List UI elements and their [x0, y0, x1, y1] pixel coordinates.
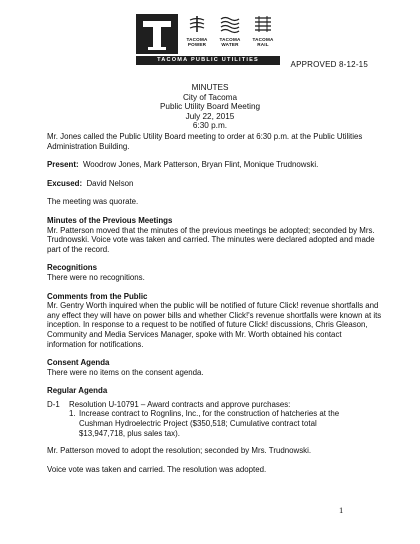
section-text: Mr. Patterson moved that the minutes of the previous meetings be adopted; seconded by Mrs. Trudnowski. Voice vote was taken and carried. The minutes were declared adopted and made part of the record. — [47, 225, 375, 254]
subitem-number: 1. — [69, 409, 76, 419]
tacoma-public-utilities-logo — [136, 14, 280, 66]
quorum-text: The meeting was quorate. — [47, 197, 139, 207]
section-comments — [47, 292, 382, 350]
section-recognitions — [47, 263, 382, 282]
rail-label: TACOMA RAIL — [252, 37, 274, 48]
agenda-item-text: Resolution U-10791 – Award contracts and approve purchases: — [69, 399, 291, 409]
attendance — [47, 160, 382, 188]
utility-units — [182, 14, 280, 54]
water-waves-icon — [220, 14, 240, 34]
section-heading: Comments from the Public — [47, 291, 148, 301]
water-label: TACOMA WATER — [219, 37, 241, 48]
section-regular — [47, 386, 382, 474]
section-text: Mr. Gentry Worth inquired when the public will be notified of future Click! revenue shortfalls and any effect they will have on power bills and whether Click!'s revenue shortfalls were known at its inception. In response to a request to be notified of future Click! discussions, Chris Gleason, Community and Media Services Manager, spoke with Mr. Worth obtained his contact information for notifications. — [47, 301, 382, 349]
header-title: MINUTES — [191, 83, 229, 92]
section-minutes — [47, 216, 382, 254]
section-consent — [47, 358, 382, 377]
water-unit — [215, 14, 245, 54]
minutes-body — [47, 132, 382, 483]
excused-row — [47, 179, 382, 189]
present-names: Woodrow Jones, Mark Patterson, Bryan Flint, Monique Trudnowski. — [82, 160, 319, 170]
power-unit — [182, 14, 212, 54]
logo-banner: TACOMA PUBLIC UTILITIES — [136, 56, 280, 65]
header-time: 6:30 p.m. — [192, 121, 228, 131]
section-text: There were no items on the consent agenda. — [47, 367, 204, 377]
header-meeting: Public Utility Board Meeting — [159, 102, 261, 112]
section-text: There were no recognitions. — [47, 272, 145, 282]
excused-names: David Nelson — [86, 178, 134, 188]
vote-text: Voice vote was taken and carried. The resolution was adopted. — [47, 464, 267, 474]
present-row — [47, 160, 382, 170]
power-lines-icon — [187, 14, 207, 34]
header-city: City of Tacoma — [183, 92, 237, 102]
t-logo-icon — [136, 14, 178, 54]
agenda-item — [47, 400, 382, 410]
section-heading: Recognitions — [47, 263, 97, 273]
document-header — [0, 83, 420, 131]
header-date: July 22, 2015 — [185, 111, 235, 121]
excused-label: Excused: — [47, 178, 83, 188]
section-heading: Regular Agenda — [47, 386, 108, 396]
section-heading: Consent Agenda — [47, 358, 110, 368]
power-label: TACOMA POWER — [186, 37, 208, 48]
page-number: 1 — [339, 505, 344, 515]
rail-unit — [248, 14, 278, 54]
approval-stamp: APPROVED 8-12-15 — [290, 60, 368, 69]
section-heading: Minutes of the Previous Meetings — [47, 215, 173, 225]
agenda-subitem — [69, 409, 382, 438]
present-label: Present: — [47, 160, 79, 170]
agenda-item-number: D-1 — [47, 399, 60, 409]
motion-text: Mr. Patterson moved to adopt the resolution; seconded by Mrs. Trudnowski. — [47, 446, 312, 456]
intro-paragraph: Mr. Jones called the Public Utility Board meeting to order at 6:30 p.m. at the Public Utilities Administration Building. — [47, 132, 363, 151]
rail-tracks-icon — [253, 14, 273, 34]
subitem-text: Increase contract to Rognlins, Inc., for the construction of hatcheries at the Cushman Hydroelectric Project ($350,518; Cumulative contract total $13,947,718, plus sales tax). — [79, 409, 340, 438]
